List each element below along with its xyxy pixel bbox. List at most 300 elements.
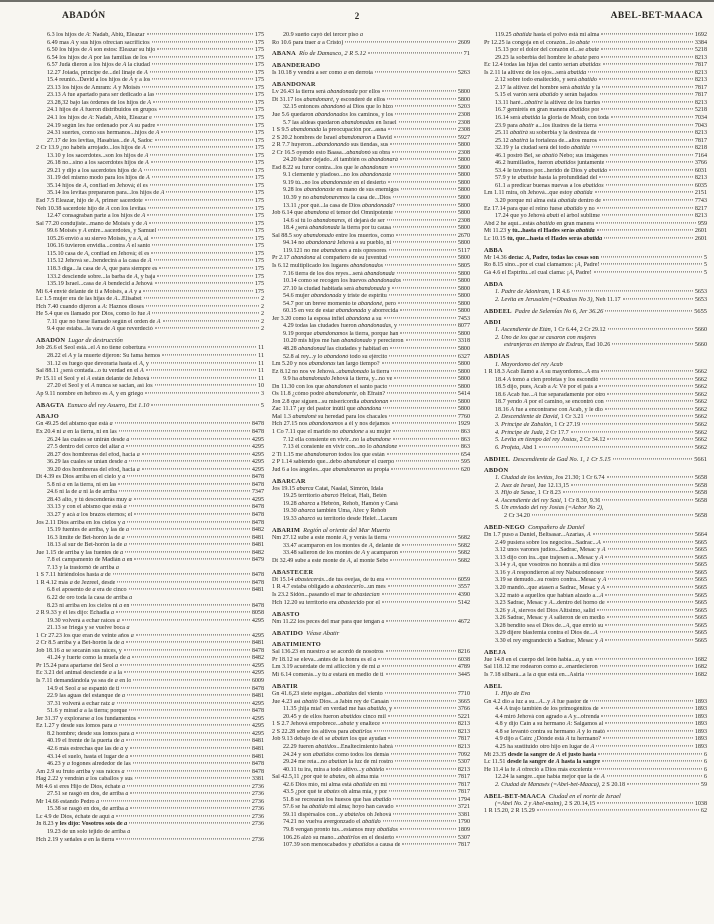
dot-leader: [627, 783, 699, 784]
strong-number: 175: [254, 122, 264, 129]
dot-leader: [152, 313, 259, 314]
dot-leader: [396, 836, 456, 837]
entry-description: Descendiente de Gad No. 1, 1 Cr 5.15: [513, 455, 611, 463]
concordance-line: [484, 714, 707, 722]
strong-number: 8481: [251, 640, 264, 647]
concordance-line: [484, 532, 707, 540]
line-text: Pr 15.24 para apartarse del Seol a: [36, 662, 119, 669]
line-text: 2. Juez de Israel, Jue 12.13,15: [495, 482, 569, 489]
concordance-line: [484, 138, 707, 146]
line-text: 3. Hijo de Sasac, 1 Cr 8.23: [495, 490, 561, 497]
concordance-line: [484, 384, 707, 392]
dot-leader: [605, 556, 693, 557]
dot-leader: [130, 747, 250, 748]
concordance-line: [484, 160, 707, 168]
strong-number: 8077: [457, 323, 470, 330]
strong-number: 8213: [694, 175, 707, 182]
strong-number: 5660: [694, 342, 707, 349]
dot-leader: [395, 745, 456, 746]
strong-number: 3445: [457, 672, 470, 679]
concordance-line: [36, 289, 264, 297]
concordance-line: [484, 608, 707, 616]
concordance-line: [272, 592, 470, 600]
line-text: 33.27 y acá a los brazos eternos; el: [47, 512, 133, 518]
dot-leader: [396, 461, 459, 462]
line-text: 3.26 Sadrac, Mesac y A salieron de en medio: [495, 615, 605, 622]
strong-number: 11: [258, 375, 264, 382]
concordance-line: [272, 429, 470, 437]
strong-number: 8478: [251, 421, 264, 428]
entry-heading: [36, 337, 264, 345]
line-text: 29.23 la soberbia del hombre le abate pero: [495, 54, 600, 61]
line-text: 6.22 de oro toda la casa de arriba a: [47, 595, 133, 602]
strong-number: 3318: [457, 338, 470, 345]
concordance-line: [484, 77, 707, 85]
dot-leader: [599, 177, 693, 178]
concordance-line: [272, 819, 470, 827]
concordance-line: [484, 123, 707, 131]
line-text: 3.28 bendito sea el Dios de...A, que envió su: [495, 622, 604, 629]
line-text: 57.6 se ha abatido mi alma; hoyo han cavado: [283, 804, 394, 811]
line-text: Lc 4.9 de Dios, échate de aquí a: [36, 813, 115, 820]
dot-leader: [606, 401, 693, 402]
line-text: 3.16 y A respondieron al rey Nabucodonosor: [495, 569, 605, 576]
concordance-line: [36, 754, 264, 762]
strong-number: 2601: [694, 235, 707, 242]
strong-number: 11: [258, 368, 264, 375]
concordance-line: [484, 638, 707, 646]
dot-leader: [403, 279, 456, 280]
line-text: 2 S 22.28 sobre los altivos para abatirlos: [272, 728, 372, 735]
dot-leader: [608, 329, 693, 330]
concordance-line: [484, 475, 707, 483]
dot-leader: [600, 94, 693, 95]
dot-leader: [151, 252, 253, 253]
line-text: 115.10 casa de A, confiad en Jehová; él es: [47, 250, 150, 257]
concordance-line: [272, 203, 470, 211]
concordance-line: [272, 797, 470, 805]
concordance-line: [484, 369, 707, 377]
line-text: 20.9 sueño cayó del tercer piso a: [283, 32, 364, 38]
entry-headword: ABANDONAR: [272, 81, 316, 89]
line-text: 5. Un enviado del rey Josías (=Acbor No 2),: [495, 505, 604, 512]
concordance-line: [484, 228, 707, 236]
dot-leader: [609, 169, 693, 170]
strong-number: 5221: [457, 713, 470, 720]
entry-headword: ABEJA: [484, 648, 507, 656]
line-text: 37.31 volverá a echar raíz a: [47, 700, 115, 707]
concordance-line: [36, 776, 264, 784]
strong-number: 175: [254, 145, 264, 152]
line-text: 48.28 abandonad las ciudades y habitad en: [283, 345, 389, 352]
strong-number: 2736: [251, 836, 264, 843]
line-text: Lv 26.43 la tierra será abandonada por ellos: [272, 89, 381, 96]
concordance-line: [36, 281, 264, 289]
entry-description: Ciudad en el norte de Israel: [548, 792, 621, 800]
entry-heading: [272, 641, 470, 649]
entry-headword: ABADÓN: [36, 337, 66, 345]
line-text: 5.15 el varón será abatido y serán bajados: [495, 92, 598, 99]
strong-number: 2736: [251, 813, 264, 820]
dot-leader: [601, 715, 692, 716]
concordance-line: [272, 32, 470, 40]
dot-leader: [154, 116, 253, 117]
concordance-line: [36, 40, 264, 48]
dot-leader: [539, 446, 693, 447]
strong-number: 5800: [457, 225, 470, 232]
concordance-line: [36, 85, 264, 93]
strong-number: 10: [257, 383, 264, 390]
line-text: Gn 4.2 dio a luz a su...A...y A fue pastor de: [484, 698, 589, 705]
concordance-line: [36, 716, 264, 724]
concordance-line: [272, 406, 470, 414]
strong-number: 654: [460, 451, 470, 458]
strong-number: 2308: [457, 127, 470, 134]
concordance-line: [272, 558, 470, 566]
dot-leader: [590, 700, 692, 701]
dot-leader: [623, 298, 693, 299]
dot-leader: [607, 438, 692, 439]
strong-number: 6: [703, 766, 707, 773]
dot-leader: [134, 559, 249, 560]
line-text: 2 Cr 8.5 arriba y a Bet-horón la de a: [36, 640, 125, 647]
strong-number: 8482: [251, 527, 264, 534]
concordance-line: [272, 308, 470, 316]
dot-leader: [389, 355, 455, 356]
dot-leader: [607, 477, 693, 478]
line-text: Ez 17.14 para que el reino fuese abatido y no: [484, 205, 595, 212]
concordance-line: [36, 670, 264, 678]
concordance-line: [272, 391, 470, 399]
dot-leader: [400, 332, 455, 333]
line-text: 41.24 y fuerte como la muela de a: [47, 655, 131, 662]
strong-number: 7453: [457, 315, 470, 322]
entry-headword: ABDÓN: [484, 467, 509, 475]
strong-number: 7164: [694, 152, 707, 159]
strong-number: 5658: [694, 482, 707, 489]
line-text: 26.18 no...sino a los sacerdotes hijos de A: [47, 160, 149, 167]
dot-leader: [155, 282, 253, 283]
strong-number: 2670: [457, 232, 470, 239]
dot-leader: [163, 320, 259, 321]
strong-number: 2609: [457, 39, 470, 46]
dot-leader: [394, 136, 456, 137]
concordance-line: [484, 335, 707, 343]
line-text: Hch 27.15 nos abandonamos a él y nos dejamos: [272, 421, 390, 428]
line-text: 42.6 Dios mío, mi alma está abatida en mí: [283, 781, 387, 788]
dot-leader: [129, 823, 250, 824]
strong-number: 7347: [251, 489, 264, 496]
concordance-line: [36, 603, 264, 611]
strong-number: 11: [258, 345, 264, 352]
concordance-line: [36, 92, 264, 100]
concordance-line: [272, 493, 470, 501]
line-text: 8.2 hombre; desde sus lomos para a: [47, 730, 135, 737]
concordance-line: [484, 183, 707, 191]
strong-number: 6059: [457, 576, 470, 583]
concordance-line: [272, 721, 470, 729]
strong-number: 5800: [457, 278, 470, 285]
strong-number: 3384: [694, 39, 707, 46]
concordance-line: [36, 723, 264, 731]
dot-leader: [532, 514, 693, 515]
line-text: 119.25 abatida hasta el polvo está mi alma: [495, 32, 600, 38]
dot-leader: [374, 730, 456, 731]
strong-number: 5658: [694, 475, 707, 482]
line-text: Ec 12.4 todas las hijas del canto serían abatidas: [484, 62, 601, 69]
dot-leader: [601, 256, 702, 257]
line-text: Jon 2.8 que siguen...su misericordia abandonan: [272, 398, 389, 405]
dot-leader: [162, 354, 256, 355]
dot-leader: [383, 408, 455, 409]
dot-leader: [382, 601, 456, 602]
dot-leader: [605, 723, 692, 724]
dot-leader: [599, 79, 693, 80]
line-text: 33.13 y con el abismo que está a: [47, 504, 127, 511]
line-text: 2 R 7.7 huyeron...abandonando sus tiendas, sus: [272, 142, 389, 149]
dot-leader: [406, 340, 456, 341]
dot-leader: [113, 574, 250, 575]
header-word-left: ABADÓN: [62, 11, 106, 21]
dot-leader: [571, 431, 693, 432]
concordance-line: [272, 346, 470, 354]
dot-leader: [608, 579, 693, 580]
dot-leader: [602, 760, 702, 761]
line-text: 135.19 Israel...casa de A bendecid a Jehová: [47, 281, 153, 288]
strong-number: 2: [260, 318, 264, 325]
line-text: Hch 12.20 su territorio era abastecido por el: [272, 599, 380, 606]
dot-leader: [157, 124, 253, 125]
line-text: 27.51 se rasgó en dos, de arriba a: [47, 791, 129, 798]
line-text: Job 6.14 que abandona el temor del Omnipotente: [272, 210, 393, 217]
dot-leader: [115, 423, 250, 424]
line-text: 1 R 4.12 más a de Jezreel, desde: [36, 579, 116, 586]
concordance-line: [484, 62, 707, 70]
concordance-line: [272, 384, 470, 392]
line-text: 20.45 y de ellos fueron abatidos cinco mil: [283, 713, 386, 720]
strong-number: 8478: [251, 428, 264, 435]
concordance-line: [36, 557, 264, 565]
line-text: Is 7.11 demandándola ya sea de a en lo: [36, 678, 132, 685]
dot-leader: [152, 41, 253, 42]
line-text: Dt 32.49 sube a este monte de A, al monte Sebo: [272, 557, 389, 564]
concordance-line: [36, 130, 264, 138]
strong-number: 5800: [457, 142, 470, 149]
dot-leader: [607, 393, 692, 394]
line-text: Mi 6.4 envié delante de ti a Moisés, a A y a: [36, 288, 142, 295]
entry-heading: [484, 456, 707, 464]
concordance-line: [36, 504, 264, 512]
line-text: 99.6 Moisés y A entre...sacerdotes, y Samuel: [47, 228, 157, 235]
concordance-line: [272, 535, 470, 543]
concordance-line: [272, 827, 470, 835]
line-text: 2 P 1.14 sabiendo que...debo abandonar el cuerpo: [272, 459, 395, 466]
line-text: 8.23 ni arriba en los cielos ni a en: [47, 602, 130, 609]
concordance-line: [36, 153, 264, 161]
concordance-line: [484, 262, 707, 270]
strong-number: 6035: [694, 182, 707, 189]
entry-heading: [484, 793, 707, 801]
concordance-line: [484, 377, 707, 385]
entry-headword: ABEL-BET-MAACA: [484, 792, 546, 800]
concordance-line: [36, 421, 264, 429]
entry-heading: [484, 308, 707, 316]
line-text: 23.13 A fue apartado para ser dedicado a las: [47, 92, 155, 99]
dot-leader: [399, 325, 456, 326]
concordance-line: [484, 498, 707, 506]
strong-number: 5800: [457, 210, 470, 217]
concordance-line: [272, 316, 470, 324]
line-text: 15.19 fuentes de arriba, y las de a: [47, 527, 130, 534]
strong-number: 5662: [694, 399, 707, 406]
strong-number: 175: [254, 54, 264, 61]
concordance-line: [36, 565, 264, 573]
dot-leader: [592, 147, 693, 148]
concordance-line: [272, 301, 470, 309]
line-text: 10.14 como se recogen los huevos abandonados: [283, 278, 401, 285]
concordance-line: [484, 175, 707, 183]
line-text: Hch 7.40 cuando dijeron a A: Haznos dioses: [36, 303, 144, 310]
line-text: 1 S 7.11 hiriéndolos hasta a de: [36, 572, 111, 579]
concordance-line: [36, 452, 264, 460]
dot-leader: [599, 124, 693, 125]
line-text: 15.4 reunió...David a los hijos de A y a los: [47, 77, 151, 84]
line-text: Dn 11.30 con los que abandonen el santo pacto: [272, 383, 388, 390]
line-text: 7.13 y la trastornó de arriba a: [47, 564, 119, 571]
concordance-line: [272, 691, 470, 699]
line-text: 27.5 dentro del cerco del altar a: [47, 444, 125, 451]
dot-leader: [116, 815, 249, 816]
dot-leader: [384, 317, 456, 318]
dot-leader: [133, 762, 250, 763]
strong-number: 5307: [457, 834, 470, 841]
strong-number: 5662: [694, 384, 707, 391]
dot-leader: [571, 484, 693, 485]
strong-number: 175: [254, 198, 264, 205]
concordance-line: [484, 752, 707, 760]
concordance-line: [272, 789, 470, 797]
dot-leader: [150, 184, 253, 185]
line-text: 32.19 y la ciudad será del todo abatida: [495, 145, 590, 152]
concordance-line: [272, 664, 470, 672]
dot-leader: [127, 695, 250, 696]
dot-leader: [605, 594, 692, 595]
strong-number: 11: [258, 360, 264, 367]
concordance-line: [272, 736, 470, 744]
concordance-line: [484, 540, 707, 548]
entry-description: Padre de Selemías No 6, Jer 36.26: [514, 307, 604, 315]
concordance-line: [36, 107, 264, 115]
line-text: 24.24 y son abatidos como todos los demás: [283, 751, 390, 758]
strong-number: 5263: [457, 70, 470, 77]
line-text: 2.17 la altivez del hombre será abatida y la: [495, 84, 601, 91]
dot-leader: [594, 768, 702, 769]
line-text: 12.24 la sangre...que había mejor que la de A: [495, 774, 605, 781]
entry-headword: ABDA: [484, 280, 504, 288]
concordance-line: [36, 368, 264, 376]
concordance-line: [272, 600, 470, 608]
concordance-line: [484, 672, 707, 680]
strong-number: 4672: [457, 618, 470, 625]
concordance-line: [36, 361, 264, 369]
strong-number: 8479: [251, 557, 264, 564]
dot-leader: [605, 408, 693, 409]
dot-leader: [133, 679, 249, 680]
strong-number: 5662: [694, 444, 707, 451]
concordance-line: [484, 706, 707, 714]
dot-leader: [117, 702, 250, 703]
line-text: 6.50 los hijos de A son estos: Eleazar su hijo: [47, 47, 156, 54]
dot-leader: [596, 222, 696, 223]
strong-number: 620: [460, 466, 470, 473]
dot-leader: [390, 559, 455, 560]
line-text: 19.33 abarcó su territorio desde Helef...Lacum: [283, 516, 398, 523]
line-text: 31.12 es fuego que devoraría hasta el A, y: [47, 360, 149, 367]
strong-number: 4789: [457, 664, 470, 671]
entry-heading: [272, 81, 470, 89]
strong-number: 59: [700, 781, 707, 788]
line-text: 43.5 ¿por qué te abates oh alma mía, y por: [283, 789, 388, 796]
line-text: 19.25 territorio abarcó Helcat, Halí, Betén: [283, 493, 387, 500]
dot-leader: [381, 776, 456, 777]
concordance-line: [272, 812, 470, 820]
concordance-line: [36, 274, 264, 282]
concordance-line: [36, 236, 264, 244]
line-text: 42.6 más estrechas que las de a y: [47, 745, 128, 752]
concordance-line: [272, 577, 470, 585]
dot-leader: [159, 267, 253, 268]
entry-headword: ABASTECER: [272, 568, 314, 576]
line-text: 2 S 20.2 hombres de Israel abandonaron a David: [272, 134, 392, 141]
dot-leader: [605, 639, 693, 640]
concordance-line: [272, 180, 470, 188]
strong-number: 5203: [457, 104, 470, 111]
line-text: Jud 6 a los ángeles...que abandonaron su propia: [272, 466, 390, 473]
dot-leader: [393, 438, 459, 439]
dot-leader: [610, 154, 693, 155]
concordance-line: [36, 550, 264, 558]
strong-number: 863: [460, 428, 470, 435]
dot-leader: [391, 468, 459, 469]
line-text: 9.19 porque abandonamos la tierra, porque han: [283, 330, 399, 337]
concordance-line: [36, 444, 264, 452]
strong-number: 5665: [694, 637, 707, 644]
line-text: 25.11 abatirá su soberbia y la destreza de: [495, 130, 597, 137]
concordance-line: [36, 791, 264, 799]
line-text: 9.4 que estaba...la vara de A que reverdeció: [47, 326, 153, 333]
strong-number: 7817: [694, 92, 707, 99]
strong-number: 175: [254, 265, 264, 272]
line-text: 18.13 al sur de Bet-horón la de a: [47, 542, 127, 549]
strong-number: 5800: [457, 255, 470, 262]
dot-leader: [597, 609, 693, 610]
concordance-line: [36, 326, 264, 334]
entry-headword: ABEL: [484, 682, 503, 690]
concordance-line: [272, 706, 470, 714]
strong-number: 8482: [251, 655, 264, 662]
strong-number: 175: [254, 220, 264, 227]
line-text: 3. Príncipe de Zabulón, 1 Cr 27.19: [495, 421, 581, 428]
concordance-line: [272, 40, 470, 48]
concordance-line: [484, 190, 707, 198]
concordance-line: [272, 752, 470, 760]
entry-headword: ABAGTA: [36, 401, 65, 409]
entry-headword: ABANA: [272, 50, 296, 58]
strong-number: 8481: [251, 587, 264, 594]
line-text: Jue 5.6 quedaron abandonados los caminos, y los: [272, 112, 394, 119]
strong-number: 8478: [251, 481, 264, 488]
strong-number: 7092: [457, 751, 470, 758]
